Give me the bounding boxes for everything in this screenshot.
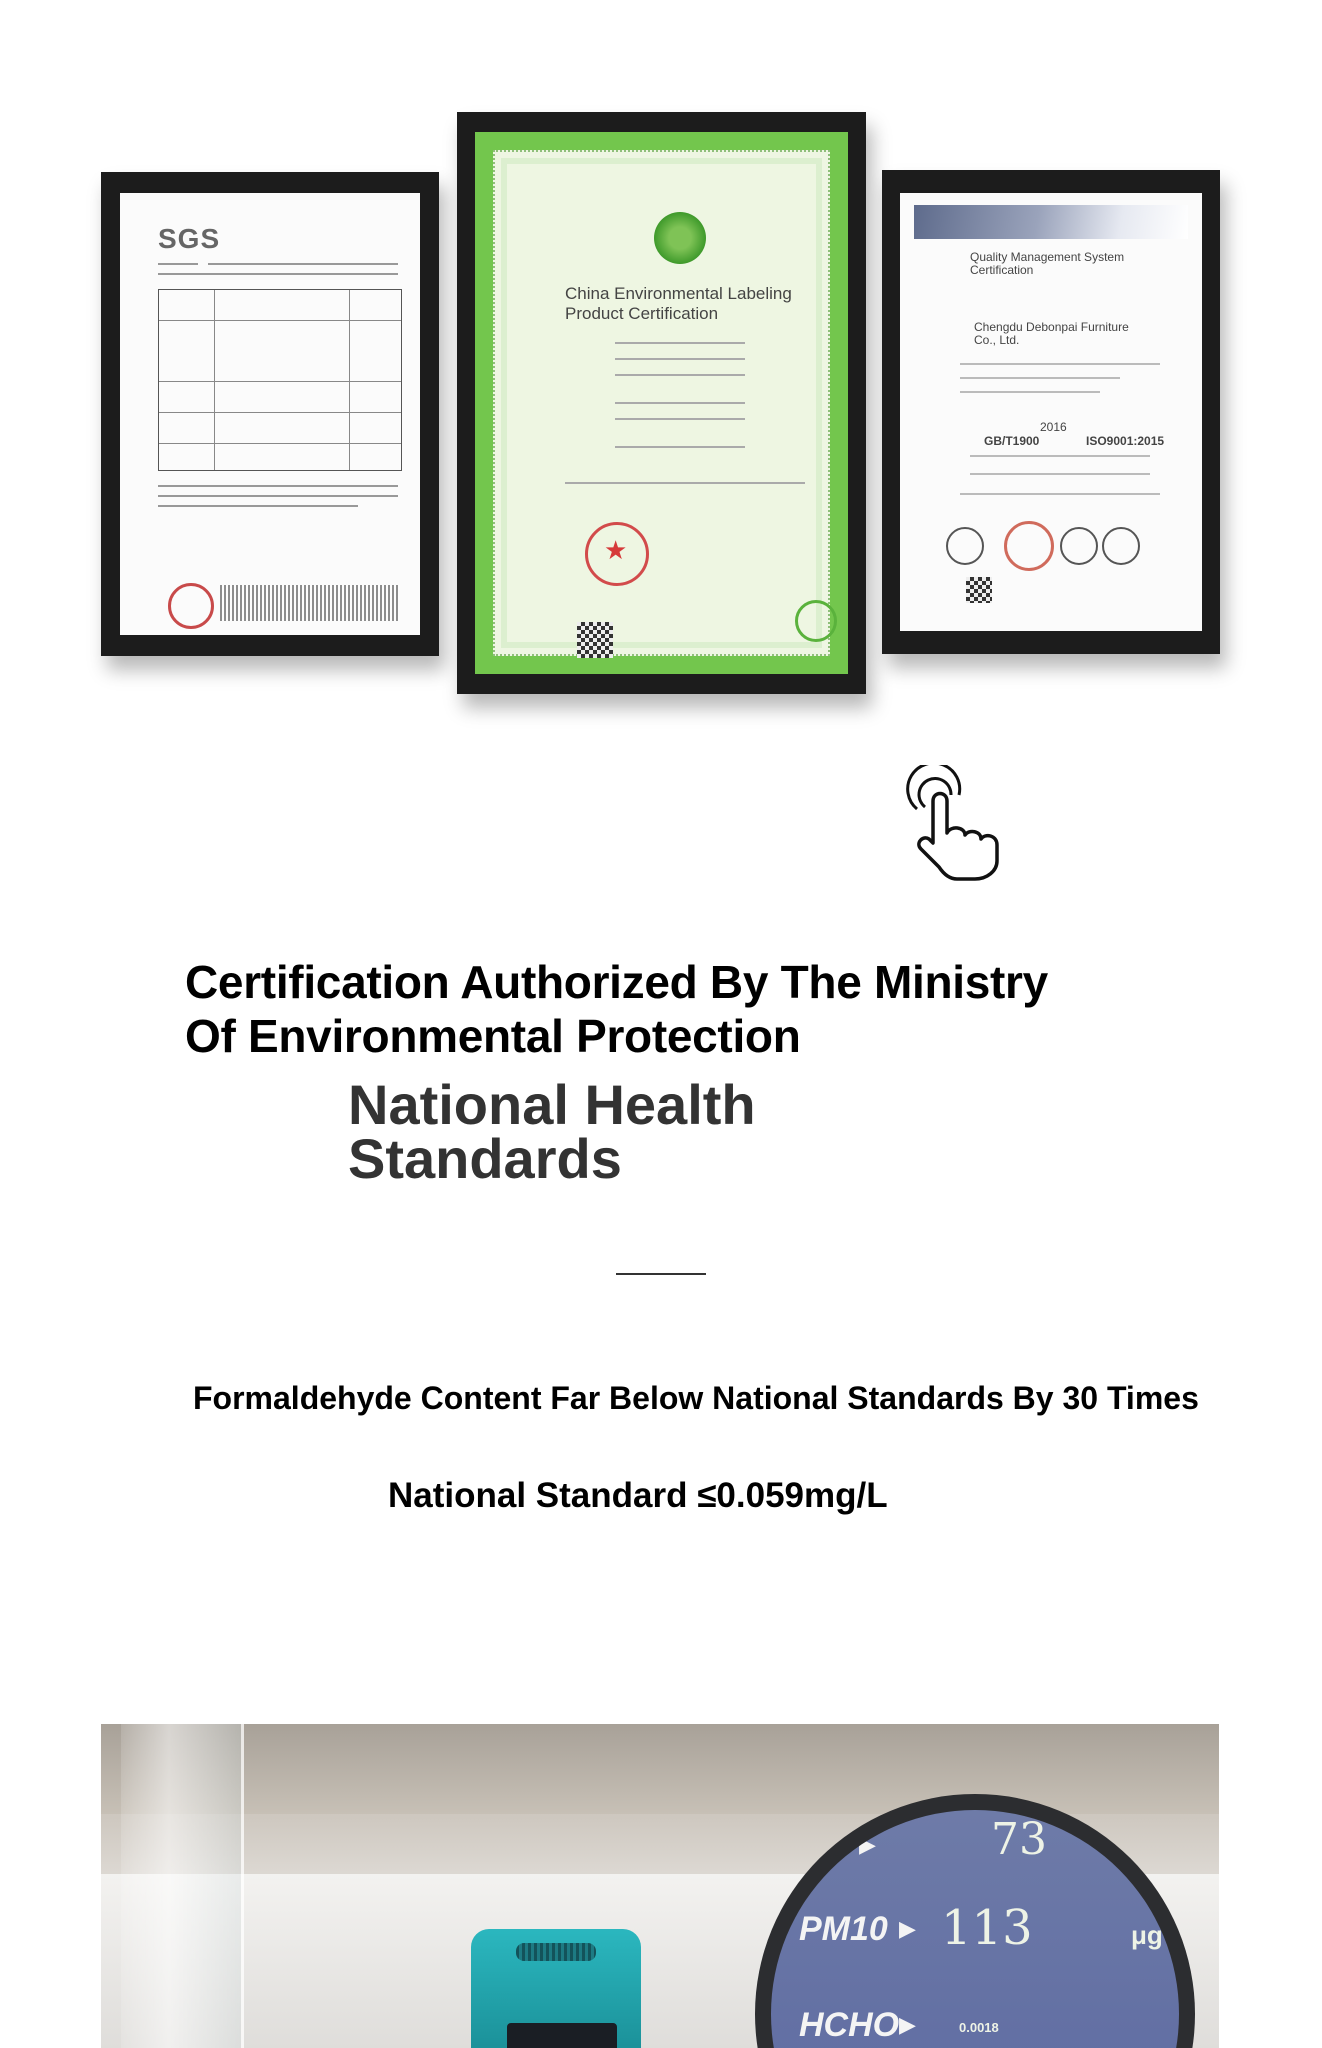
sgs-fine-print bbox=[220, 585, 400, 621]
iso-standard-code: GB/T1900 bbox=[984, 434, 1040, 448]
cec-certificate-title: China Environmental Labeling Product Certification bbox=[565, 284, 792, 323]
cec-green-mat bbox=[475, 132, 848, 674]
cec-certificate-frame bbox=[457, 112, 866, 694]
play-arrow-icon: ▶ bbox=[859, 1832, 876, 1857]
sgs-certificate bbox=[120, 193, 420, 635]
tap-hand-icon bbox=[895, 765, 1015, 883]
device-screen bbox=[507, 2023, 617, 2048]
meter-readout bbox=[771, 1810, 1179, 2048]
qr-code-icon bbox=[577, 622, 613, 658]
section-divider bbox=[616, 1273, 706, 1275]
iso-header-band bbox=[914, 205, 1188, 239]
sgs-certificate-frame bbox=[101, 172, 439, 656]
play-arrow-icon: ▶ bbox=[899, 1916, 916, 1941]
air-quality-meter-device bbox=[471, 1929, 641, 2048]
magnifier-lens bbox=[755, 1794, 1195, 2048]
pm10-label: PM10 bbox=[799, 1910, 888, 1948]
iso-certificate bbox=[900, 193, 1202, 631]
national-health-subheading: National Health Standards bbox=[348, 1073, 756, 1190]
top-reading-value: 73 bbox=[991, 1814, 1047, 1865]
pm10-unit: μg bbox=[1131, 1920, 1163, 1950]
iaf-mark-icon bbox=[1060, 527, 1098, 565]
hcho-value: 0.0018 bbox=[959, 2020, 999, 2035]
sgs-seal-icon bbox=[168, 583, 214, 629]
sgs-logo: SGS bbox=[158, 223, 221, 254]
water-glass bbox=[121, 1724, 244, 2048]
air-quality-meter-photo bbox=[101, 1724, 1219, 2048]
national-standard-value: National Standard ≤0.059mg/L bbox=[388, 1476, 888, 1515]
hcho-label: HCHO bbox=[799, 2006, 900, 2044]
cec-badge-icon bbox=[795, 600, 837, 642]
cec-emblem-icon bbox=[654, 212, 706, 264]
cec-certificate bbox=[493, 150, 830, 656]
certification-heading: Certification Authorized By The Ministry Of Environmental Protection bbox=[185, 956, 1048, 1062]
cnas-mark-icon bbox=[1102, 527, 1140, 565]
background-wall bbox=[101, 1724, 1219, 1814]
pm10-value: 113 bbox=[941, 1900, 1033, 1956]
iso-qr-code-icon bbox=[966, 577, 992, 603]
iso-certificate-frame bbox=[882, 170, 1220, 654]
sgs-results-table bbox=[158, 289, 402, 471]
iso-seal-icon bbox=[1004, 521, 1054, 571]
formaldehyde-note: Formaldehyde Content Far Below National Standards By 30 Times bbox=[193, 1380, 1199, 1416]
play-arrow-icon: ▶ bbox=[899, 2012, 916, 2037]
iso-standard: ISO9001:2015 bbox=[1086, 434, 1165, 448]
cert-mark-icon bbox=[946, 527, 984, 565]
iso-company-name: Chengdu Debonpai Furniture Co., Ltd. bbox=[974, 320, 1129, 347]
iso-certificate-title: Quality Management System Certification bbox=[970, 250, 1125, 277]
iso-year: 2016 bbox=[1040, 420, 1067, 434]
speaker-grille bbox=[516, 1943, 596, 1961]
star-icon: ★ bbox=[604, 535, 628, 565]
top-reading-label: 5 bbox=[831, 1826, 850, 1864]
